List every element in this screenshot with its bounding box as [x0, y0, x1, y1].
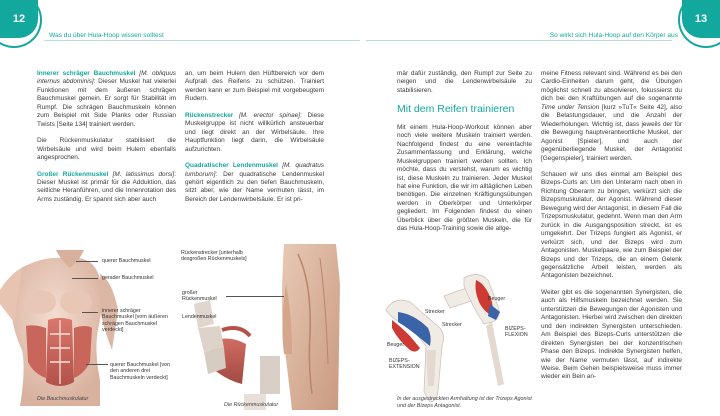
- header-rule-right: [366, 40, 672, 41]
- paragraph: [541, 171, 682, 281]
- figure-label: Beuger: [488, 296, 506, 302]
- text-column-3: [397, 70, 532, 242]
- term-heading: Quadratischer Lendenmuskel: [185, 162, 278, 170]
- page-number-left: 12: [0, 0, 38, 38]
- paragraph: [37, 171, 176, 205]
- figure-label: BIZEPS-EXTENSION: [389, 358, 420, 371]
- figure-label: BIZEPS-FLEXION: [505, 326, 528, 339]
- running-title-left: Was du über Hula-Hoop wissen solltest: [49, 32, 164, 39]
- arm-muscles-illustration: [380, 266, 540, 414]
- text-column-2: [185, 70, 324, 212]
- paragraph: [397, 70, 532, 95]
- male-back-figure: [180, 244, 340, 410]
- label-leader-line: [82, 312, 98, 313]
- figure-label: Rückenstrecker [unterhalb desgroßen Rückenmuskels]: [181, 250, 247, 263]
- arm-flexion-extension-figure: [380, 266, 540, 414]
- body-text: an, um beim Hulern den Hüftbereich vor dem Aufprall des Reifens zu schützen. Trainiert werden kann er zum Beispiel mit vorgebeugtem Rudern.: [185, 70, 324, 103]
- figure-label: gerader Bauchmuskel: [102, 275, 154, 281]
- label-leader-line: [226, 296, 284, 297]
- text-column-1: [37, 70, 176, 212]
- paragraph: [37, 70, 176, 129]
- paragraph: [37, 137, 176, 162]
- section-heading: Mit dem Reifen trainieren: [397, 103, 515, 116]
- term-heading: Großer Rückenmuskel: [37, 170, 109, 178]
- term-heading: Rückenstrecker: [185, 111, 234, 119]
- body-text: Schauen wir uns dies einmal am Beispiel des Bizeps-Curls an: Um den Unterarm nach oben in Richtung Oberarm zu bringen, verkürzt sich die Bizepsmuskulatur, der Agonist. Während dieser Bewegung wird der Antagonist, in diesem Fall die Trizepsmuskulatur, gedehnt. Wenn man den Arm zurück in die Ausgangsposition streckt, ist es umgekehrt. Der Trizeps fungiert als Agonist, er verkürzt sich, und der Bizeps wird zum Antagonisten. Muskelpaare, wie zum Beispiel der Bizeps und der Trizeps, die an einem Gelenk gegensätzliche Arbeit leisten, werden als Antagonisten bezeichnet.: [541, 170, 682, 280]
- body-text: Die Rückenmuskulatur stabilisiert die Wirbelsäule und wird beim Hulern ebenfalls angesprochen.: [37, 137, 176, 162]
- body-text: : Diese Muskelgruppe ist nicht willkürlich ansteuerbar und liegt direkt an der Wirbelsäule. Ihre Hauptfunktion liegt darin, die Wirbelsäule aufzurichten.: [185, 111, 324, 153]
- paragraph: [541, 289, 682, 382]
- figure-label: Strecker: [442, 322, 462, 328]
- running-title-right: So wirkt sich Hula-Hoop auf den Körper aus: [549, 32, 678, 39]
- figure-label: innerer schräger Bauchmuskel [vom äußeren schrägen Bauchmuskel verdeckt]: [102, 308, 168, 334]
- italic-term: Time under Tension: [541, 103, 600, 111]
- body-text: [kurz »TuT« Seite 42], also die Belastungsdauer, und die Anzahl der Wiederholungen. Wichtig ist, dass jeweils der für die Bewegung hauptverantwortliche Muskel, der Agonist [Spieler], und auch der gegenüberliegende Muskel, der Antagonist [Gegenspieler], trainiert werden.: [541, 103, 682, 162]
- abdominal-muscles-illustration: [0, 250, 180, 406]
- latin-name: [M. quadratus lumborum]: [185, 162, 325, 178]
- label-leader-line: [72, 278, 98, 279]
- header-rule-left: [44, 40, 360, 41]
- text-column-4: [541, 70, 682, 390]
- figure-label: Beuger: [387, 342, 405, 348]
- body-text: : Der quadratische Lendenmuskel gehört eigentlich zu den tiefen Bauchmuskeln, sitzt aber, wie der Name vermuten lässt, im Bereich der Lendenwirbelsäule. Er ist pri-: [185, 170, 324, 203]
- figure-caption: Die Rückenmuskulatur: [224, 402, 279, 408]
- label-leader-line: [86, 364, 108, 365]
- figure-caption: Die Bauchmuskulatur: [37, 396, 89, 402]
- paragraph: [541, 70, 682, 163]
- figure-label: Strecker: [425, 309, 445, 315]
- back-muscles-illustration: [180, 244, 340, 410]
- figure-label: Lendenmuskel: [182, 314, 217, 320]
- paragraph: [185, 162, 324, 204]
- body-text: Mit einem Hula-Hoop-Workout können aber noch viele weitere Muskeln trainiert werden. Nachfolgend findest du eine vereinfachte Zusammenfassung und Erklärung, welche Muskelgruppen trainiert werden sollten. Ich möchte, dass du verstehst, warum es wichtig ist, diese Muskeln zu trainieren. Jeder Muskel hat eine Funktion, die wir im alltäglichen Leben benötigen. Die einzelnen Kräftigungsübungen werden in Oberkörper und Unterkörper gegliedert. Im Folgenden findest du einen Überblick über die größten Muskeln, die für das Hula-Hoop-Training sowie die allge-: [397, 123, 532, 233]
- paragraph: [185, 112, 324, 154]
- body-text: : Dieser Muskel ist primär für die Adduktion, das seitliche Heranführen, und die Innenrotation des Arms zuständig. Er spannt sich aber auch: [37, 170, 176, 203]
- figure-label: großer Rückenmuskel: [182, 290, 217, 303]
- paragraph: [185, 70, 324, 104]
- figure-caption: In der ausgestreckten Armhaltung ist der Trizeps Agonist und der Bizeps Antagonist.: [397, 396, 532, 409]
- latin-name: [M. latissimus dorsi]: [108, 170, 175, 178]
- paragraph: [397, 124, 532, 234]
- latin-name: [M. obliquus internus abdominis]: [37, 70, 176, 86]
- label-leader-line: [76, 261, 98, 262]
- figure-label: querer Bauchmuskel: [102, 258, 151, 264]
- page-number-right: 13: [682, 0, 720, 38]
- page-header: [0, 0, 720, 50]
- latin-name: [M. erector spinae]: [233, 111, 301, 119]
- term-heading: Innerer schräger Bauchmuskel: [37, 70, 136, 77]
- body-text: : Dieser Muskel hat vielerlei Funktionen mit dem äußeren schrägen Bauchmuskel gemein. Er sorgt für Stabilität im Rumpf. Die schrägen Bauchmuskeln können zum Beispiel mit Side Planks oder Russian Twists [Seite 134] trainiert werden.: [37, 78, 176, 128]
- figure-label: querer Bauchmuskel [von den anderen drei Bauchmuskeln verdeckt]: [110, 362, 171, 381]
- body-text: meine Fitness relevant sind. Während es bei den Cardio-Einheiten darum geht, die Übungen möglichst schnell zu absolvieren, fokussierst du dich bei den Kraftübungen auf die sogenannte: [541, 70, 682, 103]
- body-text: mär dafür zuständig, den Rumpf zur Seite zu neigen und die Lendenwirbelsäule zu stabilisieren.: [397, 70, 532, 94]
- body-text: Weiter gibt es die sogenannten Synergisten, die auch als Hilfsmuskeln bezeichnet werden. Sie unterstützen die Bewegungen der Agonisten und Antagonisten. Hierbei wird zwischen den direkten und den indirekten Synergisten unterschieden. Am Beispiel des Bizeps-Curls unterstützen die direkten Synergisten bei der konzentrischen Phase den Bizeps. Indirekte Synergisten helfen, wie der Name vermuten lässt, auf indirekte Weise. Beim Gehen beispielsweise muss immer wieder ein Bein an-: [541, 288, 682, 381]
